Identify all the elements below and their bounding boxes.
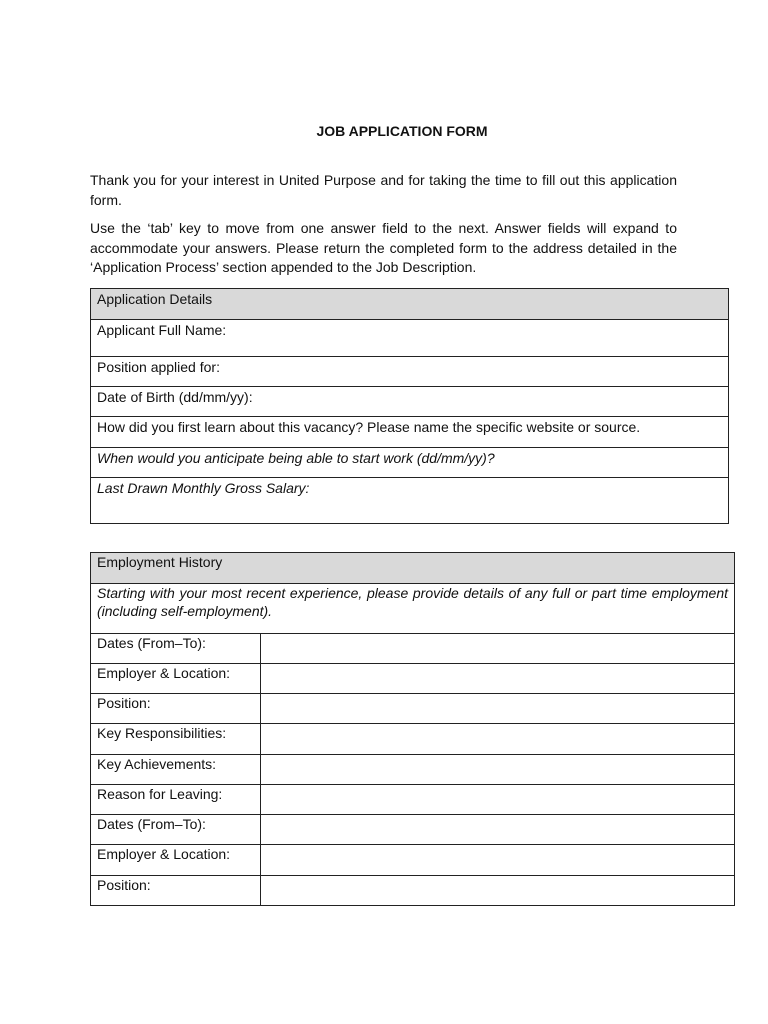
- row-label: Position:: [91, 694, 261, 724]
- monthly-salary-field[interactable]: Last Drawn Monthly Gross Salary:: [91, 478, 729, 524]
- employer-location-input[interactable]: [261, 664, 735, 694]
- intro-paragraph-instructions: Use the ‘tab’ key to move from one answer field to the next. Answer fields will expand to accommodate your answers. Please return the completed form to the address detailed in the ‘Application Process’ section appended to the Job Description.: [90, 220, 677, 275]
- table-row[interactable]: [91, 357, 729, 387]
- row-label: Reason for Leaving:: [91, 785, 261, 815]
- table-row: [91, 584, 735, 634]
- table-row[interactable]: [91, 387, 729, 417]
- table-row: [91, 785, 735, 815]
- table-row[interactable]: [91, 320, 729, 357]
- row-label: Key Responsibilities:: [91, 724, 261, 755]
- position-applied-for-field[interactable]: Position applied for:: [91, 357, 729, 387]
- application-details-table: [90, 288, 729, 524]
- row-label: Key Achievements:: [91, 755, 261, 785]
- employment-history-table: [90, 552, 735, 906]
- table-row[interactable]: [91, 448, 729, 478]
- table-row: [91, 815, 735, 845]
- employment-history-header: Employment History: [91, 553, 735, 584]
- position-input[interactable]: [261, 876, 735, 906]
- table-row: [91, 845, 735, 876]
- table-row: [91, 724, 735, 755]
- table-row[interactable]: [91, 417, 729, 448]
- applicant-full-name-field[interactable]: Applicant Full Name:: [91, 320, 729, 357]
- row-label: Dates (From–To):: [91, 815, 261, 845]
- application-details-header: Application Details: [91, 289, 729, 320]
- employment-history-instructions: Starting with your most recent experience, please provide details of any full or part time employment (including self-employment).: [91, 584, 735, 634]
- row-label: Employer & Location:: [91, 664, 261, 694]
- table-row: [91, 876, 735, 906]
- table-row: [91, 694, 735, 724]
- intro-paragraph-thanks: Thank you for your interest in United Purpose and for taking the time to fill out this application form.: [90, 172, 677, 208]
- reason-for-leaving-input[interactable]: [261, 785, 735, 815]
- row-label: Dates (From–To):: [91, 634, 261, 664]
- key-achievements-input[interactable]: [261, 755, 735, 785]
- table-header-row: [91, 289, 729, 320]
- vacancy-source-field[interactable]: How did you first learn about this vacancy? Please name the specific website or source.: [91, 417, 729, 448]
- date-of-birth-field[interactable]: Date of Birth (dd/mm/yy):: [91, 387, 729, 417]
- table-row: [91, 634, 735, 664]
- key-responsibilities-input[interactable]: [261, 724, 735, 755]
- form-title: JOB APPLICATION FORM: [316, 123, 488, 139]
- row-label: Position:: [91, 876, 261, 906]
- row-label: Employer & Location:: [91, 845, 261, 876]
- position-input[interactable]: [261, 694, 735, 724]
- dates-from-to-input[interactable]: [261, 815, 735, 845]
- start-date-field[interactable]: When would you anticipate being able to start work (dd/mm/yy)?: [91, 448, 729, 478]
- dates-from-to-input[interactable]: [261, 634, 735, 664]
- employer-location-input[interactable]: [261, 845, 735, 876]
- table-row: [91, 755, 735, 785]
- table-row[interactable]: [91, 478, 729, 524]
- table-row: [91, 664, 735, 694]
- table-header-row: [91, 553, 735, 584]
